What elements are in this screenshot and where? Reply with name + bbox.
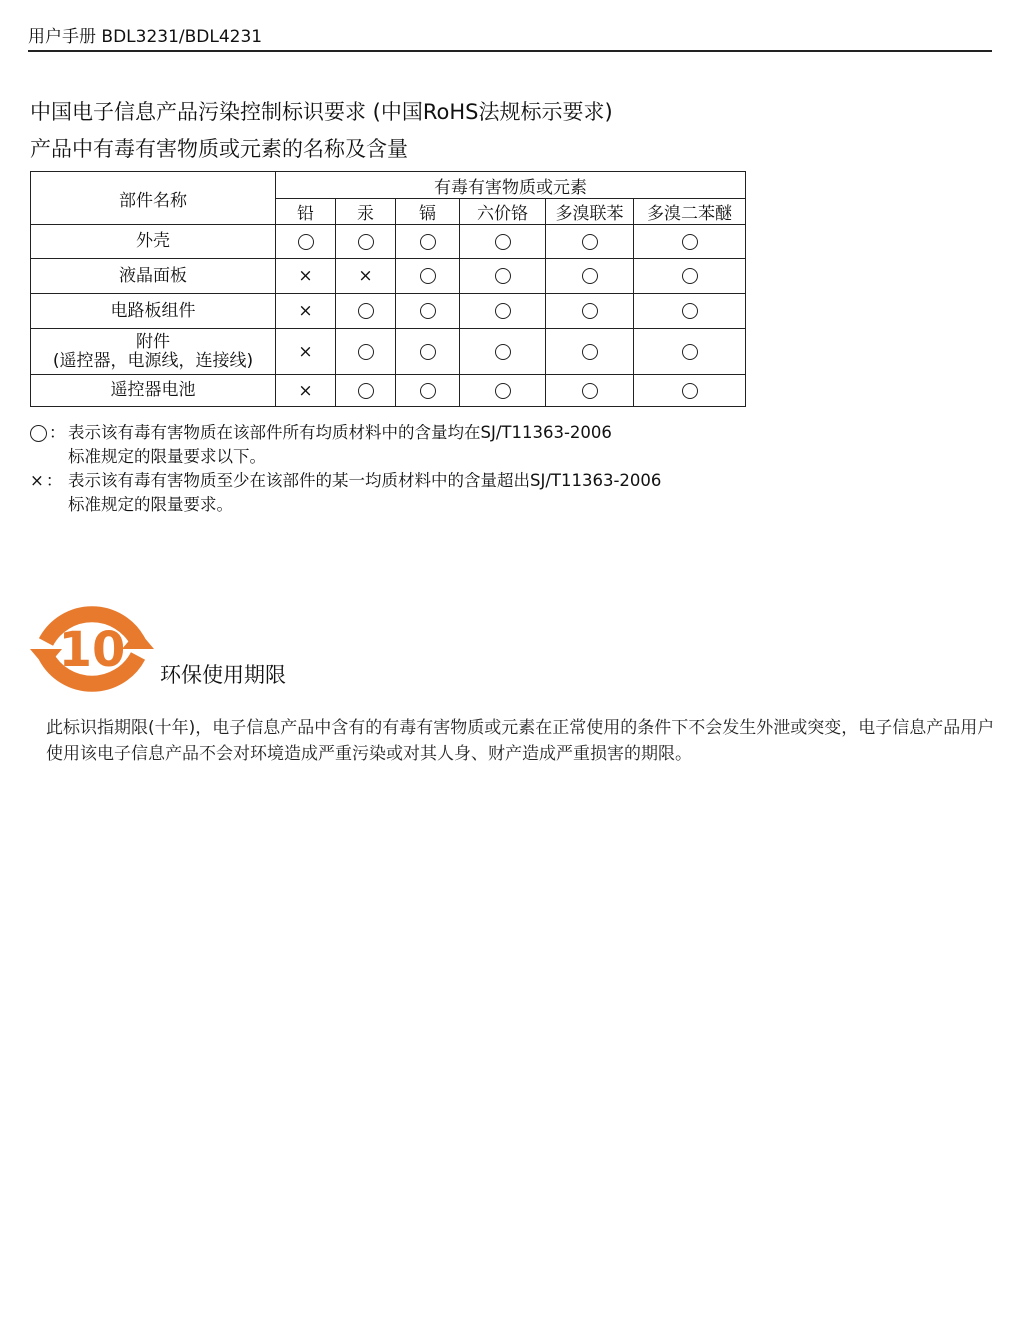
substance-status-cell bbox=[396, 259, 460, 294]
table-row bbox=[31, 294, 746, 329]
note-circle bbox=[30, 421, 830, 469]
circle-icon bbox=[682, 344, 698, 360]
logo-number: 10 bbox=[58, 622, 126, 678]
epup-description: 此标识指期限(十年)，电子信息产品中含有的有毒有害物质或元素在正常使用的条件下不会发生外泄或突变，电子信息产品用户使用该电子信息产品不会对环境造成严重污染或对其人身、财产造成严重损害的期限。 bbox=[46, 718, 995, 764]
substance-status-cell bbox=[396, 375, 460, 407]
circle-icon bbox=[358, 383, 374, 399]
substance-status-cell bbox=[396, 329, 460, 375]
substance-status-cell bbox=[276, 259, 336, 294]
substance-status-cell bbox=[276, 329, 336, 375]
table-row bbox=[31, 225, 746, 259]
substance-status-cell bbox=[276, 225, 336, 259]
part-name-cell: 外壳 bbox=[31, 225, 276, 259]
substance-status-cell bbox=[460, 375, 546, 407]
table-row bbox=[31, 259, 746, 294]
note-colon: ： bbox=[49, 423, 66, 442]
substance-header-pbde: 多溴二苯醚 bbox=[634, 199, 746, 225]
substance-header-chromium: 六价铬 bbox=[460, 199, 546, 225]
part-name-cell: 附件 (遥控器，电源线，连接线) bbox=[31, 329, 276, 375]
substance-status-cell bbox=[460, 259, 546, 294]
part-name-cell: 电路板组件 bbox=[31, 294, 276, 329]
epup-title: 环保使用期限 bbox=[160, 663, 286, 687]
substance-group-header: 有毒有害物质或元素 bbox=[276, 172, 746, 199]
circle-icon bbox=[582, 383, 598, 399]
substance-status-cell bbox=[336, 329, 396, 375]
circle-icon bbox=[358, 303, 374, 319]
note-circle-text: 表示该有毒有害物质在该部件所有均质材料中的含量均在SJ/T11363-2006 标准规定的限量要求以下。 bbox=[68, 423, 612, 466]
substance-status-cell bbox=[546, 225, 634, 259]
substance-status-cell bbox=[460, 294, 546, 329]
substance-status-cell bbox=[634, 225, 746, 259]
page-header: 用户手册 BDL3231/BDL4231 bbox=[28, 27, 263, 47]
circle-icon bbox=[495, 303, 511, 319]
circle-icon bbox=[420, 234, 436, 250]
circle-icon bbox=[582, 268, 598, 284]
circle-icon bbox=[582, 303, 598, 319]
circle-icon bbox=[682, 303, 698, 319]
circle-icon bbox=[358, 234, 374, 250]
circle-icon bbox=[682, 383, 698, 399]
substance-status-cell bbox=[634, 259, 746, 294]
substance-status-cell bbox=[634, 375, 746, 407]
substance-header-lead: 铅 bbox=[276, 199, 336, 225]
circle-icon bbox=[420, 303, 436, 319]
table-row bbox=[31, 329, 746, 375]
circle-icon bbox=[30, 425, 47, 442]
circle-icon bbox=[298, 234, 314, 250]
substance-status-cell bbox=[546, 294, 634, 329]
part-name-header: 部件名称 bbox=[31, 172, 276, 225]
circle-icon bbox=[420, 268, 436, 284]
substance-header-cadmium: 镉 bbox=[396, 199, 460, 225]
part-name-cell: 液晶面板 bbox=[31, 259, 276, 294]
cross-icon: × bbox=[358, 266, 373, 286]
circle-icon bbox=[495, 344, 511, 360]
circle-icon bbox=[420, 383, 436, 399]
hazardous-substance-table bbox=[30, 171, 746, 407]
epup-10-logo bbox=[28, 592, 156, 702]
header-divider bbox=[28, 50, 992, 52]
circle-icon bbox=[682, 234, 698, 250]
cross-icon: × bbox=[298, 380, 313, 401]
circle-icon bbox=[582, 234, 598, 250]
note-cross bbox=[30, 469, 830, 517]
note-colon: ： bbox=[45, 471, 63, 490]
circle-icon bbox=[495, 234, 511, 250]
substance-status-cell bbox=[276, 375, 336, 407]
note-cross-text: 表示该有毒有害物质至少在该部件的某一均质材料中的含量超出SJ/T11363-2006 标准规定的限量要求。 bbox=[68, 471, 662, 514]
circle-icon bbox=[495, 268, 511, 284]
substance-status-cell bbox=[336, 225, 396, 259]
table-row bbox=[31, 375, 746, 407]
cross-icon: × bbox=[298, 301, 313, 321]
table-notes bbox=[30, 421, 830, 517]
substance-status-cell bbox=[460, 329, 546, 375]
substance-status-cell bbox=[546, 329, 634, 375]
substance-status-cell bbox=[396, 225, 460, 259]
substance-header-pbb: 多溴联苯 bbox=[546, 199, 634, 225]
substance-status-cell bbox=[336, 259, 396, 294]
circle-icon bbox=[358, 344, 374, 360]
circle-icon bbox=[582, 344, 598, 360]
circle-icon bbox=[495, 383, 511, 399]
cross-icon: × bbox=[298, 341, 313, 362]
substance-status-cell bbox=[546, 375, 634, 407]
circle-icon bbox=[682, 268, 698, 284]
circle-icon bbox=[420, 344, 436, 360]
substance-status-cell bbox=[634, 329, 746, 375]
part-name-cell: 遥控器电池 bbox=[31, 375, 276, 407]
table-title: 产品中有毒有害物质或元素的名称及含量 bbox=[30, 137, 408, 161]
substance-status-cell bbox=[460, 225, 546, 259]
substance-status-cell bbox=[336, 375, 396, 407]
substance-status-cell bbox=[276, 294, 336, 329]
substance-header-mercury: 汞 bbox=[336, 199, 396, 225]
substance-status-cell bbox=[396, 294, 460, 329]
cross-icon: × bbox=[30, 471, 44, 490]
substance-status-cell bbox=[634, 294, 746, 329]
cross-icon: × bbox=[298, 266, 313, 286]
substance-status-cell bbox=[336, 294, 396, 329]
substance-status-cell bbox=[546, 259, 634, 294]
section-title: 中国电子信息产品污染控制标识要求 (中国RoHS法规标示要求) bbox=[30, 100, 613, 124]
